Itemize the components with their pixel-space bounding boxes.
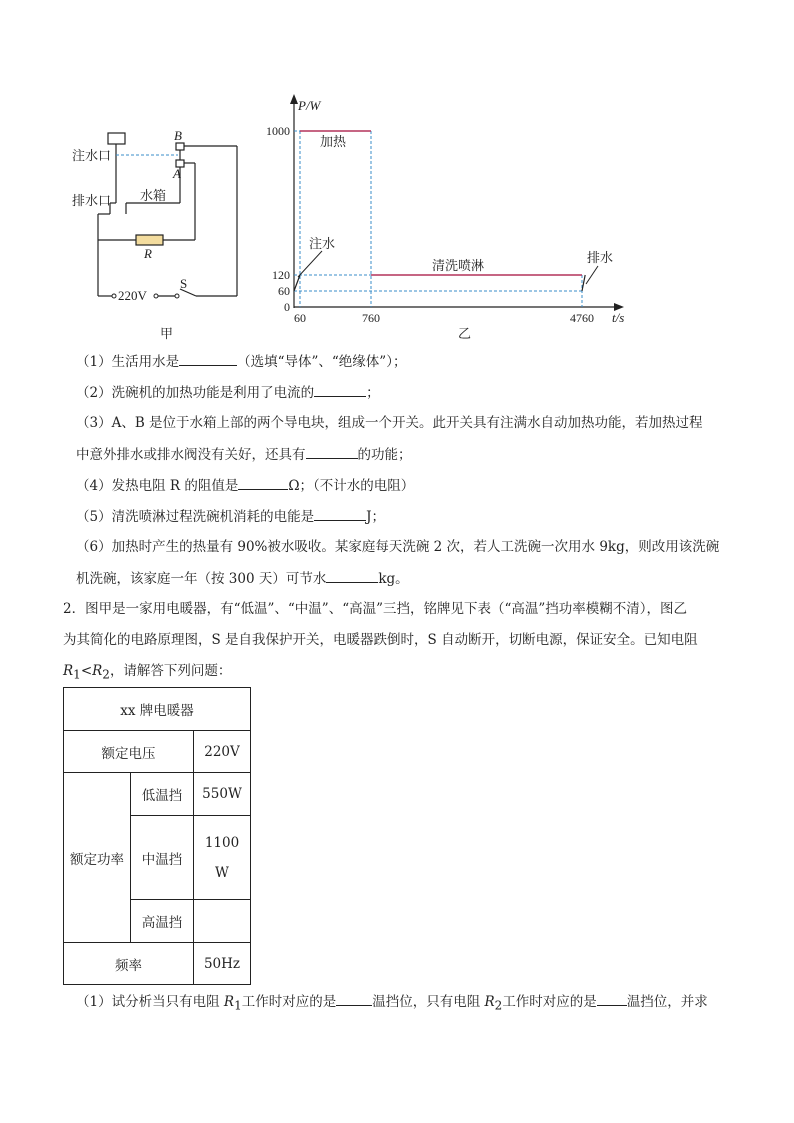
inlet-cap <box>108 133 125 144</box>
x-axis-label: t/s <box>612 310 625 325</box>
x-tick-label: 760 <box>362 311 380 325</box>
frequency-value: 50Hz <box>194 943 251 985</box>
segment-fill <box>294 275 300 291</box>
q2-line-3 <box>63 662 231 684</box>
q1-6-text-a: （5）清洗喷淋过程洗碗机消耗的电能是 <box>76 509 315 525</box>
q2-line-4 <box>76 992 708 1015</box>
power-time-graph <box>266 94 624 341</box>
label-a: A <box>173 166 181 181</box>
rated-power-label: 额定功率 <box>64 773 131 943</box>
annotation-spray: 清洗喷淋 <box>432 258 485 273</box>
x-tick-label: 60 <box>294 311 306 325</box>
mid-temp-value-number: 1100 <box>204 834 240 851</box>
answer-blank-4[interactable] <box>238 476 288 490</box>
q2-4-text-e: 温挡位，并求 <box>626 994 708 1010</box>
answer-blank-1[interactable] <box>179 352 237 366</box>
q2-4-text-c: 温挡位，只有电阻 <box>372 994 485 1010</box>
q1-1-text-b: （选填“导体”、“绝缘体”）； <box>237 354 407 370</box>
r2-symbol: R <box>92 663 103 679</box>
q1-6-text-b: J； <box>366 509 386 525</box>
y-tick-label: 0 <box>284 300 290 314</box>
y-tick-label: 1000 <box>266 124 290 138</box>
conductor-block-b <box>176 143 184 150</box>
y-axis-arrow <box>290 94 298 104</box>
high-temp-label: 高温挡 <box>131 900 194 943</box>
caption-yi: 乙 <box>458 326 472 341</box>
q1-line-4 <box>76 445 412 464</box>
answer-blank-2[interactable] <box>314 383 366 397</box>
label-voltage: 220V <box>118 288 147 303</box>
terminal-left <box>112 294 116 298</box>
q1-8-text-a: 机洗碗，该家庭一年（按 300 天）可节水 <box>76 571 327 587</box>
q2-line-2: 为其简化的电路原理图，S 是自我保护开关，电暖器跌倒时，S 自动断开，切断电源，保证安全。已知电阻 <box>63 632 698 648</box>
q1-5-text-a: （4）发热电阻 R 的阻值是 <box>76 478 239 494</box>
annotation-heating: 加热 <box>320 134 347 149</box>
r1-symbol-2: R <box>223 994 235 1010</box>
fill-leader-line <box>298 251 322 277</box>
r1-subscript-2: 1 <box>234 998 242 1013</box>
q2-4-text-d: 工作时对应的是 <box>502 994 597 1010</box>
q2-line-1: 2．图甲是一家用电暖器，有“低温”、“中温”、“高温”三挡，铭牌见下表（“高温”挡功率模糊不清），图乙 <box>63 601 688 617</box>
frequency-label: 频率 <box>64 943 194 985</box>
mid-temp-value <box>194 816 251 900</box>
high-temp-value <box>194 900 251 943</box>
answer-blank-7[interactable] <box>336 992 372 1006</box>
mid-temp-value-unit: W <box>215 864 229 881</box>
low-temp-value: 550W <box>194 773 251 816</box>
mid-temp-label: 中温挡 <box>131 816 194 900</box>
q1-line-3: （3）A、B 是位于水箱上部的两个导电块，组成一个开关。此开关具有注满水自动加热功能，若加热过程 <box>76 415 703 431</box>
q1-4-text-b: 的功能； <box>357 447 412 463</box>
caption-jia: 甲 <box>160 326 174 341</box>
q1-1-text-a: （1）生活用水是 <box>76 354 180 370</box>
label-r: R <box>144 246 152 261</box>
low-temp-label: 低温挡 <box>131 773 194 816</box>
answer-blank-5[interactable] <box>314 507 366 521</box>
q1-line-1 <box>76 352 406 371</box>
r2-symbol-2: R <box>484 994 495 1010</box>
y-axis-label: P/W <box>298 98 321 113</box>
q1-8-text-b: kg。 <box>378 571 409 587</box>
q1-line-8 <box>76 569 409 588</box>
terminal-right <box>154 294 158 298</box>
q1-line-2 <box>76 383 380 402</box>
y-tick-label: 60 <box>278 284 290 298</box>
switch-contact-left <box>175 294 179 298</box>
q1-line-7: （6）加热时产生的热量有 90%被水吸收。某家庭每天洗碗 2 次，若人工洗碗一次用水 9kg，则改用该洗碗 <box>76 539 720 555</box>
q1-2-text-b: ； <box>366 385 380 401</box>
label-switch: S <box>180 276 188 291</box>
label-b: B <box>174 128 182 143</box>
label-inlet: 注水口 <box>72 148 112 163</box>
q2-4-text-b: 工作时对应的是 <box>241 994 337 1010</box>
less-than-sign: < <box>80 663 93 679</box>
label-outlet: 排水口 <box>72 193 112 208</box>
r1-subscript: 1 <box>73 667 81 682</box>
answer-blank-3[interactable] <box>306 445 358 459</box>
circuit-diagram-jia <box>98 133 237 296</box>
rated-voltage-value: 220V <box>194 731 251 773</box>
y-tick-label: 120 <box>272 268 290 282</box>
q1-line-5 <box>76 476 414 495</box>
r1-symbol: R <box>63 663 74 679</box>
answer-blank-8[interactable] <box>597 992 627 1006</box>
q1-5-text-b: Ω；（不计水的电阻） <box>288 478 415 494</box>
answer-blank-6[interactable] <box>326 569 378 583</box>
q2-3-rest: ，请解答下列问题： <box>109 663 232 679</box>
r2-subscript: 2 <box>102 667 110 682</box>
q2-4-text-a: （1）试分析当只有电阻 <box>76 994 224 1010</box>
label-tank: 水箱 <box>140 188 167 203</box>
heater-spec-table <box>63 687 251 985</box>
drain-leader-line <box>586 266 598 284</box>
q1-2-text-a: （2）洗碗机的加热功能是利用了电流的 <box>76 385 315 401</box>
r2-subscript-2: 2 <box>494 998 503 1013</box>
q1-4-text-a: 中意外排水或排水阀没有关好，还具有 <box>76 447 306 463</box>
table-title: xx 牌电暖器 <box>64 688 251 731</box>
annotation-drain: 排水 <box>587 250 614 265</box>
rated-voltage-label: 额定电压 <box>64 731 194 773</box>
annotation-fill: 注水 <box>309 236 336 251</box>
figure-area <box>0 0 794 350</box>
q1-line-6 <box>76 507 385 526</box>
heating-resistor-r <box>136 235 163 245</box>
x-tick-label: 4760 <box>570 311 594 325</box>
